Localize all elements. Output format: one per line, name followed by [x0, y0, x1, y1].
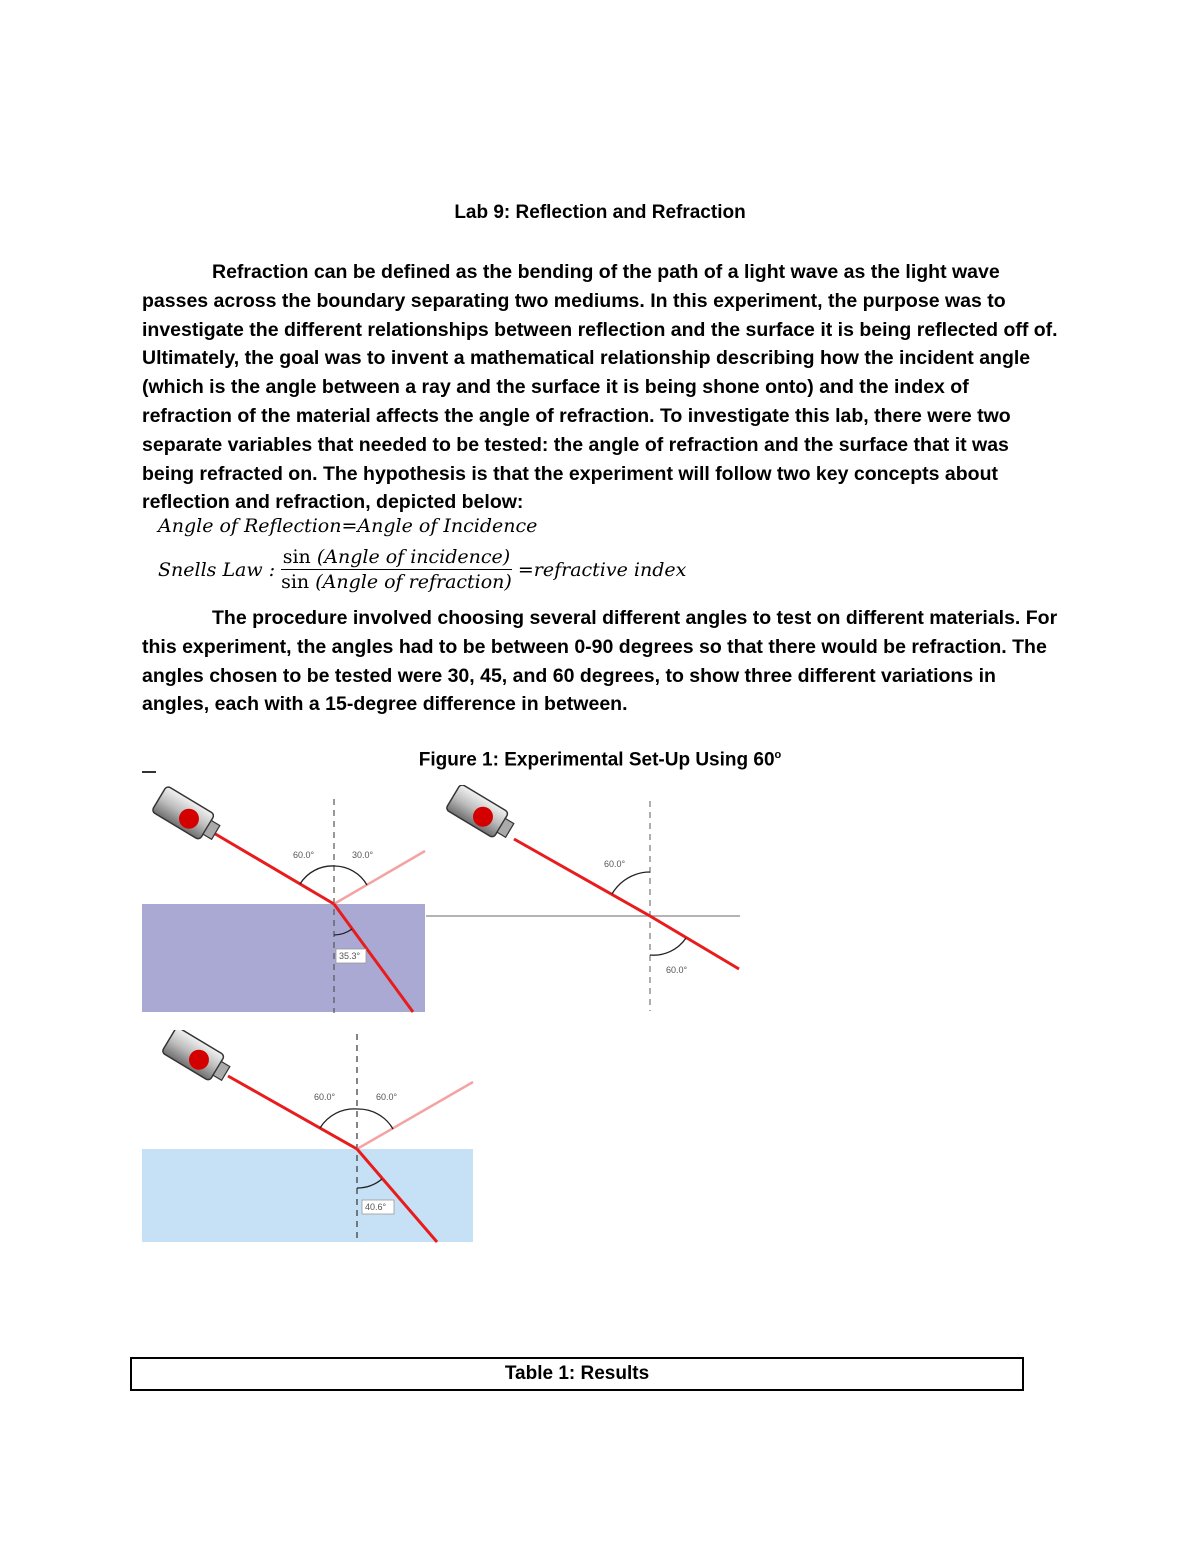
- incident-angle-arc: [320, 1109, 357, 1128]
- refracted-angle-label: 35.3°: [339, 951, 361, 961]
- snells-law-rhs: =refractive index: [517, 558, 687, 581]
- reflected-beam: [334, 851, 425, 904]
- results-table-caption: Table 1: Results: [130, 1357, 1024, 1391]
- page-title: Lab 9: Reflection and Refraction: [454, 202, 746, 223]
- reflected-angle-arc: [357, 1109, 393, 1129]
- transmitted-beam: [650, 916, 739, 969]
- laser-pointer-icon: [445, 785, 517, 843]
- laser-pointer-icon: [151, 786, 223, 846]
- laser-pointer-icon: [161, 1030, 233, 1086]
- incident-beam: [212, 832, 334, 904]
- reflected-angle-label: 60.0°: [376, 1092, 398, 1102]
- diagram-purple-medium: [140, 785, 430, 1015]
- reflected-angle-label: 30.0°: [352, 850, 374, 860]
- procedure-paragraph-text: The procedure involved choosing several different angles to test on different materials. For this experiment, the angles had to be between 0-90 degrees so that there would be refraction. The angles chosen to be tested were 30, 45, and 60 degrees, to show three different variations in angles, each with a 15-degree difference in between.: [142, 607, 1058, 716]
- incident-angle-label: 60.0°: [314, 1092, 336, 1102]
- diagram-blue-medium: [140, 1030, 476, 1245]
- snells-law-fraction: [279, 546, 514, 593]
- incident-angle-arc: [300, 866, 334, 884]
- transmitted-angle-arc: [650, 938, 686, 955]
- reflection-equation: Angle of Reflection=Angle of Incidence: [158, 515, 538, 537]
- incident-angle-label: 60.0°: [604, 859, 626, 869]
- incident-angle-arc: [612, 872, 650, 894]
- procedure-paragraph: [142, 604, 1062, 719]
- fraction-denominator: sin (Angle of refraction): [281, 571, 512, 593]
- diagram-no-medium: [424, 785, 744, 1015]
- purple-medium: [142, 904, 425, 1012]
- reflected-angle-arc: [334, 866, 367, 885]
- stray-dash: [142, 771, 156, 773]
- refracted-angle-label: 40.6°: [365, 1202, 387, 1212]
- reflected-beam: [357, 1082, 473, 1149]
- snells-law-equation: [158, 546, 686, 593]
- transmitted-angle-label: 60.0°: [666, 965, 688, 975]
- intro-paragraph: [142, 258, 1062, 517]
- intro-paragraph-text: Refraction can be defined as the bending of the path of a light wave as the light wave passes across the boundary separating two mediums. In this experiment, the purpose was to investigate the different relationships between reflection and the surface it is being reflected off of. Ultimately, the goal was to invent a mathematical relationship describing how the incident angle (which is the angle between a ray and the surface it is being shone onto) and the index of refraction of the material affects the angle of refraction. To investigate this lab, there were two separate variables that needed to be tested: the angle of refraction and the surface that it was being refracted on. The hypothesis is that the experiment will follow two key concepts about reflection and refraction, depicted below:: [142, 261, 1058, 514]
- snells-law-label: Snells Law :: [158, 558, 276, 581]
- fraction-numerator: sin (Angle of incidence): [282, 546, 511, 568]
- figure-caption: Figure 1: Experimental Set-Up Using 60$^o$: [418, 749, 782, 771]
- incident-angle-label: 60.0°: [293, 850, 315, 860]
